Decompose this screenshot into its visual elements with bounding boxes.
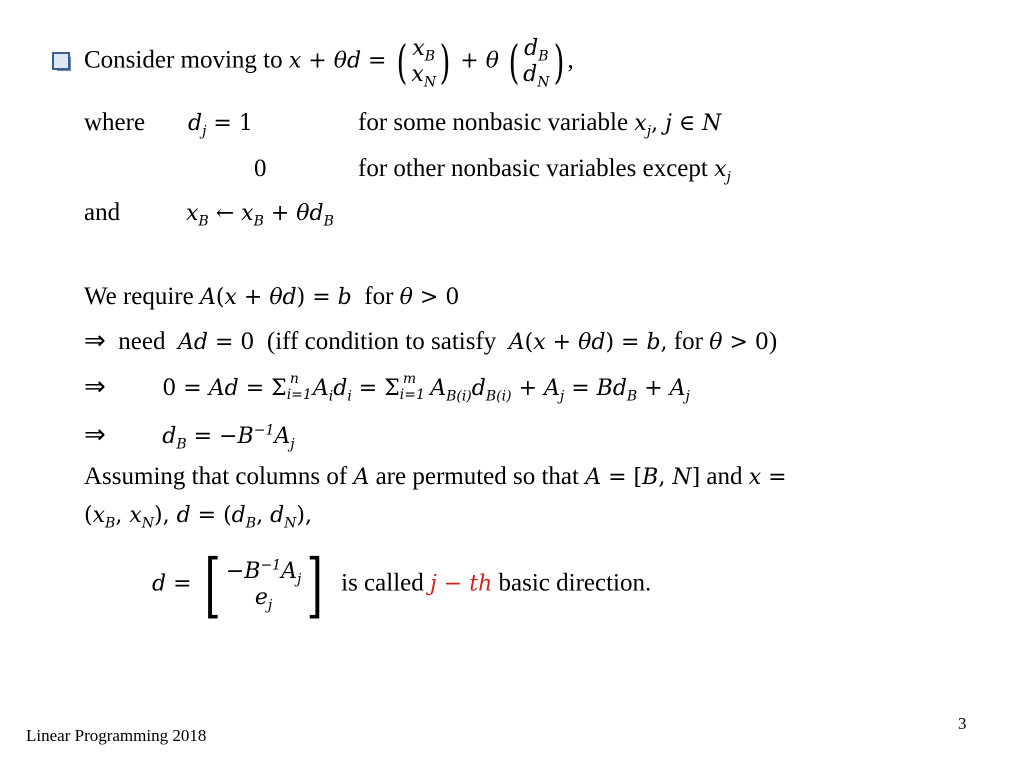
- line-db-result: ⇒ $d_B = -B^{-1}A_j$: [84, 420, 295, 453]
- direction-matrix: $-B^{-1}A_j$ $e_j$: [225, 557, 302, 614]
- line-assuming: Assuming that columns of A are permuted so that A = [B, N] and x =: [84, 463, 787, 490]
- page-number: 3: [958, 714, 967, 733]
- math-xb-update: $x_B$ ← $x_B + \theta d_B$: [186, 201, 334, 230]
- text-consider: Consider moving to: [84, 46, 283, 74]
- vector-x: $x_B$ $x_N$: [411, 36, 437, 91]
- line-we-require: We require A(x + θd) = b for θ > 0: [84, 283, 460, 310]
- line-consider-moving: Consider moving to x + θd = ( $x_B$ $x_N$ ) + θ ( $d_B$ $d_N$ ) ,: [84, 35, 574, 91]
- implies-arrow: ⇒: [84, 420, 106, 450]
- line-other-nonbasic: for other nonbasic variables except $x_j$: [358, 155, 731, 186]
- vector-d: $d_B$ $d_N$: [523, 36, 550, 91]
- footer-course-title: Linear Programming 2018: [26, 726, 207, 745]
- line-basic-direction: d = [ $-B^{-1}A_j$ $e_j$ ] is called j − th basic direction.: [152, 544, 652, 626]
- math-dj-equals-1: $d_j = 1$: [188, 111, 253, 140]
- line-where: where: [84, 109, 146, 136]
- checkbox-bullet-icon: [52, 52, 70, 70]
- line-tuple-defs: ($x_B$, $x_N$), $d = (d_B$, $d_N$),: [84, 503, 312, 532]
- implies-arrow: ⇒: [84, 372, 106, 402]
- text-and: and: [84, 199, 121, 226]
- line-need-ad: ⇒ need Ad = 0 (iff condition to satisfy A(x + θd) = b, for θ > 0): [84, 326, 778, 356]
- text-zero: 0: [254, 155, 267, 182]
- line-sum-expansion: ⇒ $0 = Ad = \Sigma_{i=1}^n$ $A_id_i = \Sigma_{i=1}^m$ $A_{B(i)}d_{B(i)} + A_j = Bd_B + A_j$: [84, 371, 690, 405]
- line-some-nonbasic: for some nonbasic variable $x_j$, j ∈ N: [358, 109, 722, 140]
- implies-arrow: ⇒: [84, 326, 106, 356]
